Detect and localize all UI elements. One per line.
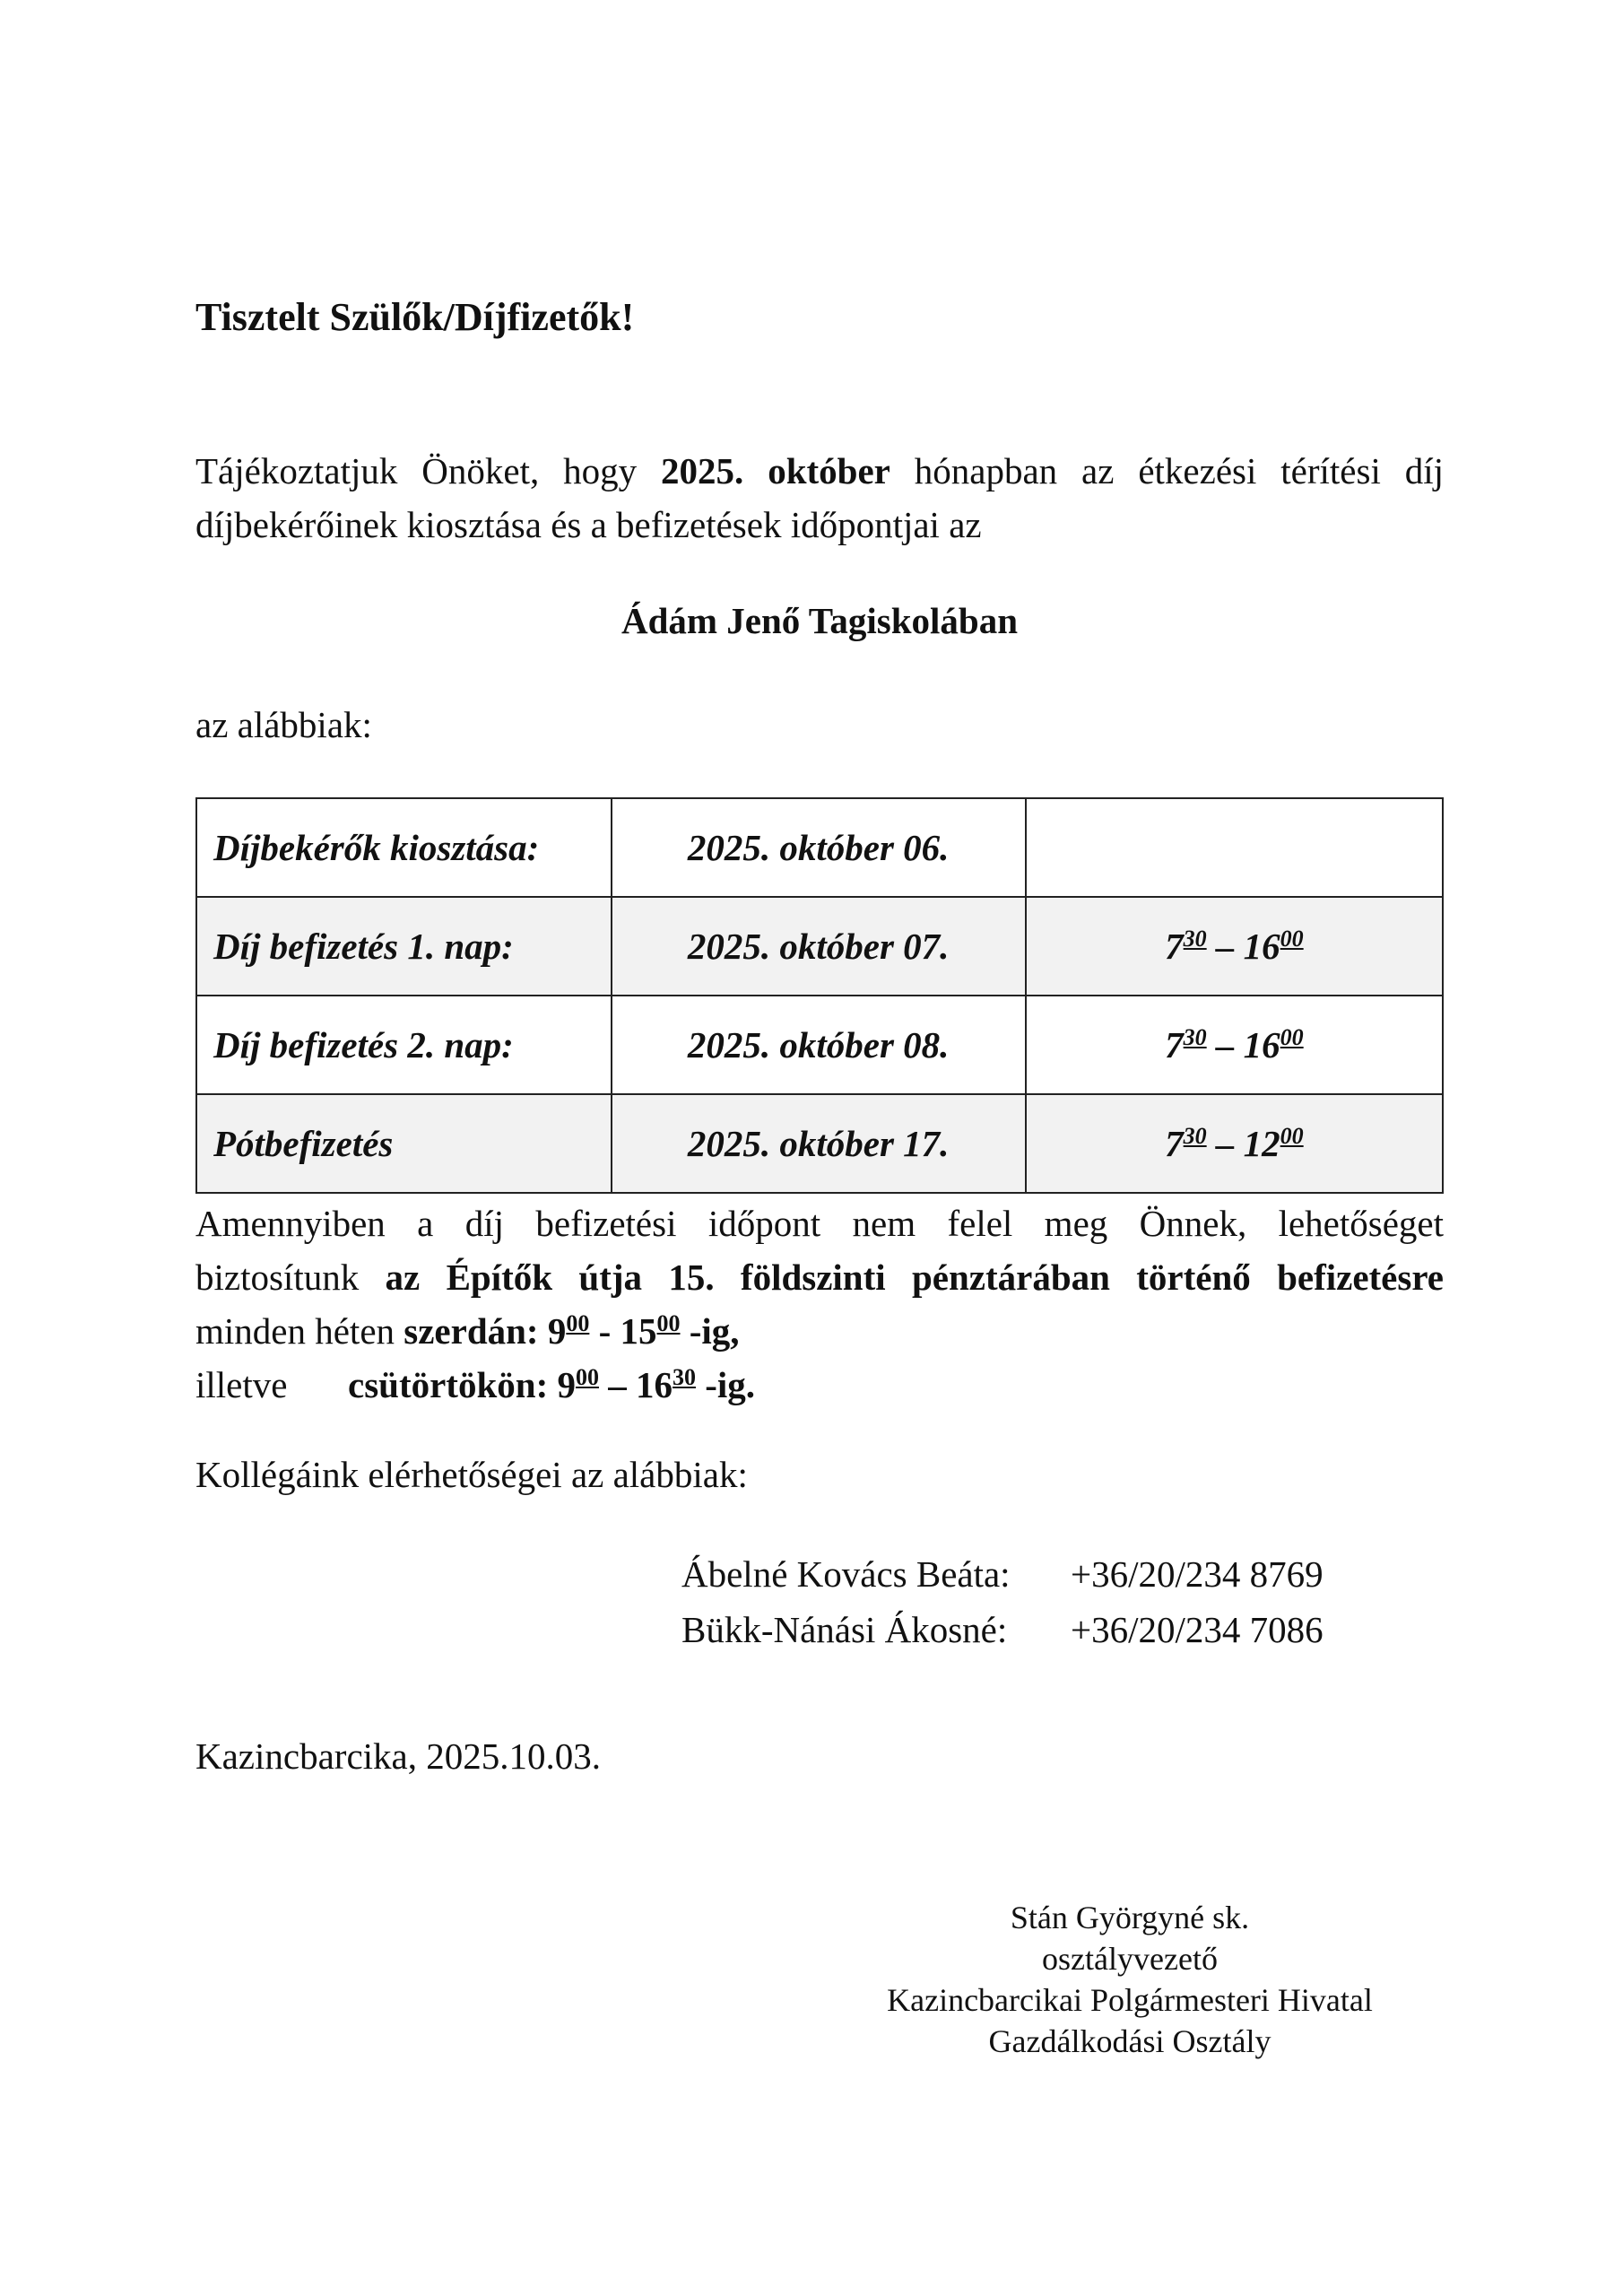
schedule-label: Díj befizetés 2. nap: — [196, 996, 612, 1094]
alt-line-1: Amennyiben a díj befizetési időpont nem felel meg Önnek, lehetőséget — [195, 1203, 1444, 1244]
schedule-time: $7^{30} - 16^{00}$ — [1026, 897, 1443, 996]
schedule-date: 2025. október 06. — [612, 798, 1026, 897]
intro-paragraph — [195, 444, 1444, 552]
signature-department: Gazdálkodási Osztály — [988, 2023, 1271, 2059]
list-item — [681, 1546, 1324, 1602]
schedule-label: Díj befizetés 1. nap: — [196, 897, 612, 996]
table-row — [196, 897, 1443, 996]
signature-name: Stán Györgyné sk. — [1010, 1900, 1250, 1935]
greeting: Tisztelt Szülők/Díjfizetők! — [195, 295, 635, 339]
signature-block — [861, 1897, 1399, 2062]
alt-line-4: illetve csütörtökön: $9^{00} - 16^{30}$ -ig. — [195, 1364, 756, 1405]
schedule-label: Pótbefizetés — [196, 1094, 612, 1193]
schedule-table — [195, 797, 1444, 1194]
schedule-date: 2025. október 07. — [612, 897, 1026, 996]
alternative-payment-paragraph — [195, 1196, 1444, 1412]
below-text: az alábbiak: — [195, 704, 372, 745]
schedule-time — [1026, 798, 1443, 897]
signature-office: Kazincbarcikai Polgármesteri Hivatal — [887, 1982, 1373, 2018]
intro-line-1: Tájékoztatjuk Önöket, hogy 2025. október hónapban az étkezési térítési díj — [195, 450, 1445, 491]
contact-name: Bükk-Nánási Ákosné: — [681, 1609, 1008, 1650]
table-row — [196, 996, 1443, 1094]
contact-phone: +36/20/234 8769 — [1071, 1553, 1324, 1595]
contact-phone: +36/20/234 7086 — [1071, 1609, 1324, 1650]
alt-line-2: biztosítunk az Építők útja 15. földszinti pénztárában történő befizetésre — [195, 1257, 1444, 1298]
intro-line-2: díjbekérőinek kiosztása és a befizetések időpontjai az — [195, 504, 982, 545]
schedule-date: 2025. október 08. — [612, 996, 1026, 1094]
table-row — [196, 1094, 1443, 1193]
school-name: Ádám Jenő Tagiskolában — [621, 600, 1019, 641]
contacts-list — [681, 1546, 1324, 1657]
schedule-time: $7^{30} - 16^{00}$ — [1026, 996, 1443, 1094]
schedule-date: 2025. október 17. — [612, 1094, 1026, 1193]
place-date: Kazincbarcika, 2025.10.03. — [195, 1735, 601, 1777]
contact-name: Ábelné Kovács Beáta: — [681, 1553, 1011, 1595]
schedule-label: Díjbekérők kiosztása: — [196, 798, 612, 897]
signature-title: osztályvezető — [1042, 1941, 1218, 1977]
schedule-time: $7^{30} - 12^{00}$ — [1026, 1094, 1443, 1193]
list-item — [681, 1602, 1324, 1657]
table-row — [196, 798, 1443, 897]
contacts-heading: Kollégáink elérhetőségei az alábbiak: — [195, 1454, 748, 1495]
alt-line-3: minden héten szerdán: $9^{00} - 15^{00}$ -ig, — [195, 1310, 740, 1352]
